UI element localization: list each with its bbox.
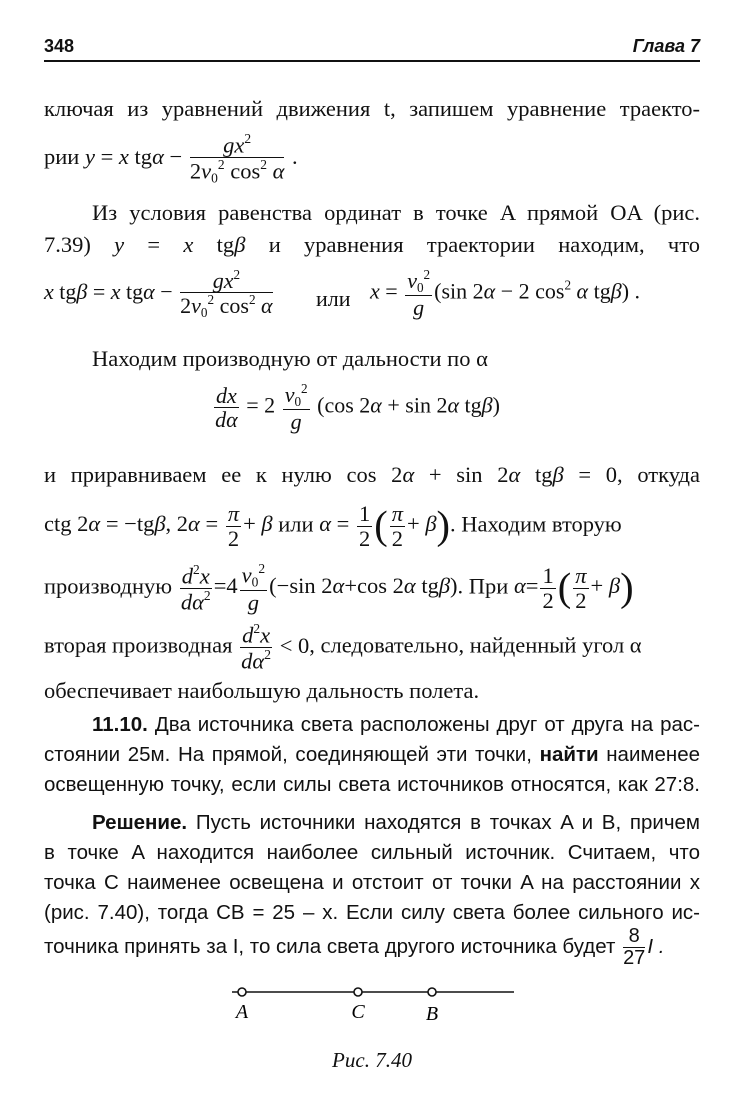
point-a bbox=[238, 988, 246, 996]
text-fragment: вторая производная bbox=[44, 632, 233, 658]
emphasis-find: найти bbox=[539, 743, 599, 766]
solution-line-4: (рис. 7.40), тогда CB = 25 – x. Если силу света более сильного ис- bbox=[44, 901, 700, 924]
text-fragment: и приравниваем ее к нулю bbox=[44, 462, 332, 487]
text-line-6: Находим производную от дальности по α bbox=[92, 346, 488, 371]
solution-line-2: в точке A находится наиболее сильный источник. Считаем, что bbox=[44, 841, 700, 864]
text-fragment: наименее bbox=[606, 743, 701, 766]
problem-line-3: освещенную точку, если силы света источников относятся, как 27:8. bbox=[44, 773, 700, 796]
text-fragment: и уравнения траектории находим, что bbox=[268, 232, 700, 257]
text-line-3: Из условия равенства ординат в точке A прямой OA (рис. bbox=[92, 200, 700, 225]
trajectory-equation-line bbox=[44, 132, 700, 186]
formula-negative: $\frac{d^2x}{d\alpha^2}$ < 0 bbox=[241, 621, 310, 674]
text-fragment: Два источника света расположены друг от друга на рас- bbox=[154, 713, 700, 736]
label-a: A bbox=[235, 1001, 249, 1023]
label-b: B bbox=[425, 1003, 439, 1025]
point-c bbox=[354, 988, 362, 996]
text-line-8 bbox=[44, 460, 700, 490]
formula-equal-ordinates: x tgβ = x tgα − $\frac{gx^2}{2v_0^2 \cos^2 \alpha}$ bbox=[44, 267, 273, 321]
figure-7-40 bbox=[228, 980, 518, 1030]
formula-alpha: α = $\frac{1}{2}$ ( $\frac{\pi}{2}$ + β) bbox=[319, 501, 451, 551]
text-fragment: , следовательно, найденный угол α bbox=[309, 632, 642, 658]
solution-label: Решение. bbox=[92, 811, 188, 834]
text-fragment: производную bbox=[44, 573, 173, 599]
formula-zero: cos 2α + sin 2α tgβ = 0 bbox=[346, 462, 618, 487]
formula-derivative: $\frac{dx}{d\alpha}$ = 2 $\frac{v_0^2}{g}$ (cos 2α + sin 2α tgβ) bbox=[215, 381, 500, 435]
text-line-1: ключая из уравнений движения t, запишем уравнение траекто- bbox=[44, 96, 700, 121]
text-fragment: рии bbox=[44, 144, 80, 170]
solution-line-3: точка C наименее освещена и отстоит от точки A на расстоянии x bbox=[44, 871, 700, 894]
text-fragment: . При bbox=[457, 573, 509, 599]
text-fragment: , откуда bbox=[617, 462, 700, 487]
solution-line-1 bbox=[44, 808, 700, 838]
text-fragment: . Находим вторую bbox=[450, 511, 622, 537]
problem-line-2 bbox=[44, 740, 700, 770]
formula-line-oa: y = x tgβ bbox=[114, 232, 246, 257]
text-line-4 bbox=[44, 230, 700, 260]
page-header bbox=[44, 36, 700, 62]
figure-caption: Рис. 7.40 bbox=[332, 1048, 412, 1072]
text-fragment: Пусть источники находятся в точках A и B, причем bbox=[195, 811, 700, 834]
fraction-8-27: $\frac{8}{27}$ bbox=[623, 925, 646, 969]
text-fragment: точника принять за I, то сила света другого источника будет bbox=[44, 934, 616, 958]
solution-line-5 bbox=[44, 926, 700, 969]
problem-line-1 bbox=[44, 710, 700, 740]
point-b bbox=[428, 988, 436, 996]
text-fragment: стоянии 25м. На прямой, соединяющей эти точки, bbox=[44, 743, 532, 766]
text-line-12: обеспечивает наибольшую дальность полета. bbox=[44, 678, 480, 703]
text-fragment: или bbox=[278, 511, 314, 537]
page-number: 348 bbox=[44, 36, 75, 56]
formula-ctg: ctg 2α = −tgβ, 2α = $\frac{\pi}{2}$ + β bbox=[44, 501, 273, 551]
text-or: или bbox=[316, 286, 351, 311]
label-c: C bbox=[351, 1001, 365, 1023]
problem-number: 11.10. bbox=[92, 713, 148, 736]
text-fragment: 7.39) bbox=[44, 232, 91, 257]
formula-alpha-value: α= $\frac{1}{2}$ ( $\frac{\pi}{2}$ + β) bbox=[513, 563, 634, 613]
formula-second-derivative: $\frac{d^2x}{d\alpha^2}$ =4 $\frac{v_0^2}{g}$ (−sin 2α+cos 2α tgβ) bbox=[180, 561, 458, 615]
text-line-11 bbox=[44, 622, 700, 673]
text-line-9 bbox=[44, 502, 700, 550]
text-line-10 bbox=[44, 562, 700, 614]
formula-x-solution: x = $\frac{v_0^2}{g}$ (sin 2α − 2 $\cos^2 \alpha$ tgβ) . bbox=[370, 267, 641, 321]
chapter-title: Глава 7 bbox=[632, 36, 700, 56]
formula-trajectory: y = x tgα − $\frac{gx^2}{2v_0^2 \cos^2 \alpha}$ . bbox=[84, 131, 298, 186]
text-fragment: I . bbox=[647, 934, 665, 958]
